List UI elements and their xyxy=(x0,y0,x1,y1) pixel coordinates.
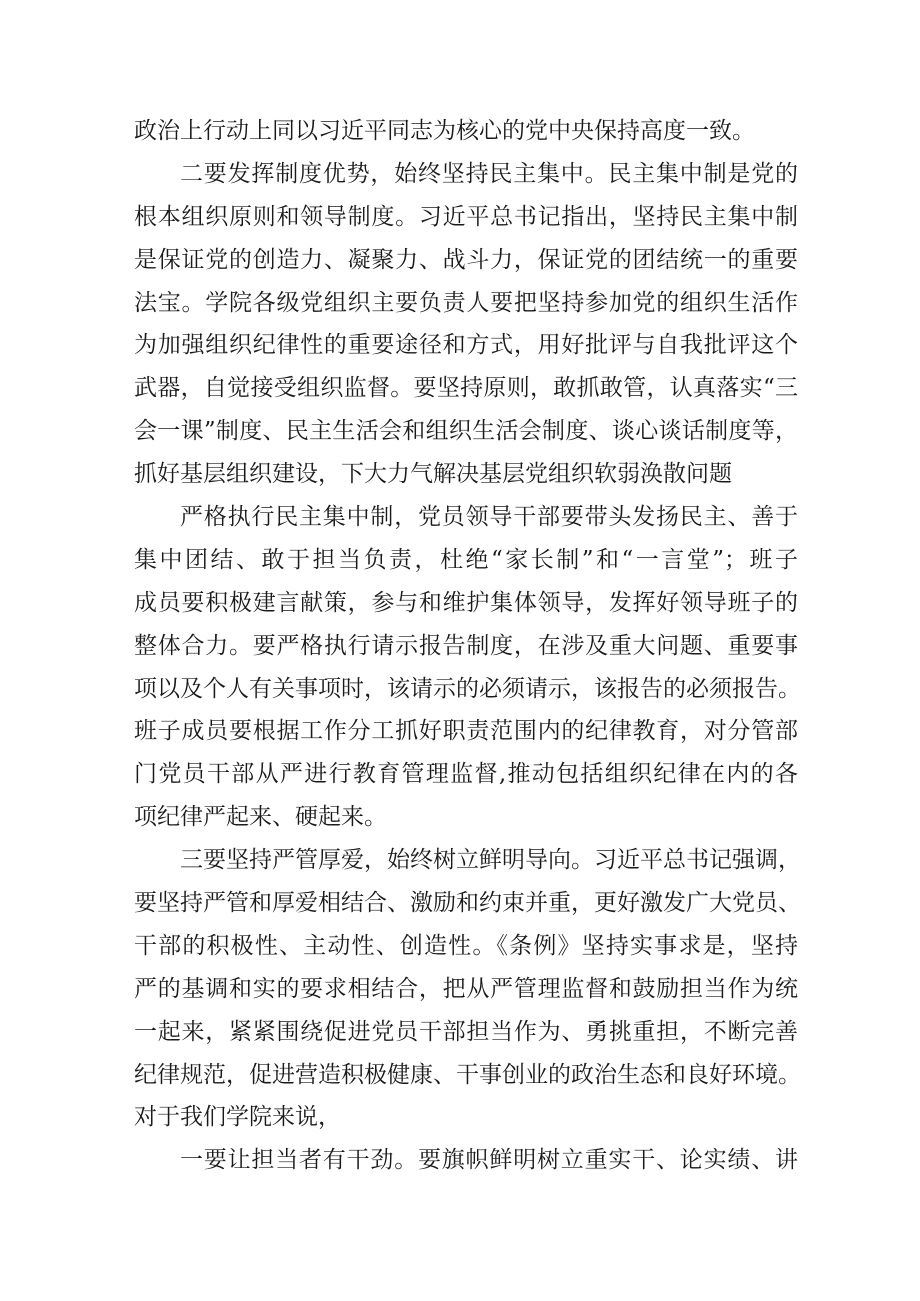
text-line: 班子成员要根据工作分工抓好职责范围内的纪律教育，对分管部 xyxy=(134,718,798,745)
text-line: 二要发挥制度优势，始终坚持民主集中。民主集中制是党的 xyxy=(180,160,798,187)
text-line: 要坚持严管和厚爱相结合、激励和约束并重，更好激发广大党员、 xyxy=(134,890,801,917)
text-line: 一起来，紧紧围绕促进党员干部担当作为、勇挑重担，不断完善 xyxy=(134,1018,798,1045)
document-body xyxy=(134,110,801,1182)
text-line: 干部的积极性、主动性、创造性。《条例》坚持实事求是，坚持 xyxy=(134,932,798,959)
text-line: 严格执行民主集中制，党员领导干部要带头发扬民主、善于 xyxy=(180,504,798,531)
text-line: 项纪律严起来、硬起来。 xyxy=(134,804,387,831)
text-line: 会一课”制度、民主生活会和组织生活会制度、谈心谈话制度等， xyxy=(134,418,798,445)
text-line: 集中团结、敢于担当负责，杜绝“家长制”和“一言堂”；班子 xyxy=(134,546,798,573)
text-line: 门党员干部从严进行教育管理监督,推动包括组织纪律在内的各 xyxy=(134,761,798,788)
text-line: 一要让担当者有干劲。要旗帜鲜明树立重实干、论实绩、讲 xyxy=(180,1147,798,1174)
text-line: 成员要积极建言献策，参与和维护集体领导，发挥好领导班子的 xyxy=(134,589,798,616)
text-line: 根本组织原则和领导制度。习近平总书记指出，坚持民主集中制 xyxy=(134,203,798,230)
text-line: 武器，自觉接受组织监督。要坚持原则，敢抓敢管，认真落实“三 xyxy=(134,375,798,402)
text-line: 抓好基层组织建设，下大力气解决基层党组织软弱涣散问题 xyxy=(134,461,732,488)
text-line: 纪律规范，促进营造积极健康、干事创业的政治生态和良好环境。 xyxy=(134,1061,801,1088)
text-line: 整体合力。要严格执行请示报告制度，在涉及重大问题、重要事 xyxy=(134,632,798,659)
text-line: 项以及个人有关事项时，该请示的必须请示，该报告的必须报告。 xyxy=(134,675,801,702)
text-line: 三要坚持严管厚爱，始终树立鲜明导向。习近平总书记强调， xyxy=(180,847,801,874)
text-line: 对于我们学院来说， xyxy=(134,1104,341,1131)
text-line: 法宝。学院各级党组织主要负责人要把坚持参加党的组织生活作 xyxy=(134,289,798,316)
text-line: 严的基调和实的要求相结合，把从严管理监督和鼓励担当作为统 xyxy=(134,975,798,1002)
text-line: 是保证党的创造力、凝聚力、战斗力，保证党的团结统一的重要 xyxy=(134,246,798,273)
text-line: 为加强组织纪律性的重要途径和方式，用好批评与自我批评这个 xyxy=(134,332,798,359)
text-line: 政治上行动上同以习近平同志为核心的党中央保持高度一致。 xyxy=(134,118,755,144)
